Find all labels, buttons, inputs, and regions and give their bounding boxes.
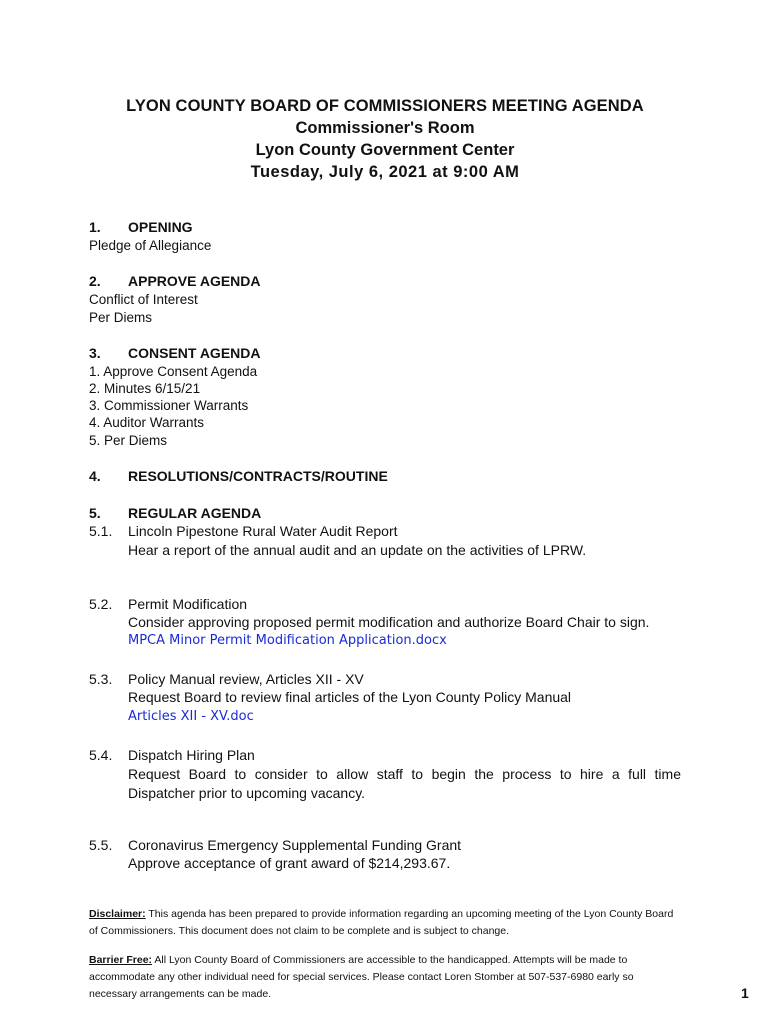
section-number: 2.: [89, 273, 101, 289]
meeting-room: Commissioner's Room: [295, 119, 475, 137]
item-number: 5.2.: [89, 596, 113, 612]
item-title-lprw-audit: Lincoln Pipestone Rural Water Audit Report: [128, 523, 398, 539]
meeting-location: Lyon County Government Center: [255, 141, 515, 159]
barrier-free-text: All Lyon County Board of Commissioners are accessible to the handicapped. Attempts will be made to accommodate any other individual need for special services. Please contact Loren Stomber at 507-537-6980 early so necessary arrangements can be made.: [89, 954, 634, 1000]
meeting-datetime: Tuesday, July 6, 2021 at 9:00 AM: [250, 163, 520, 181]
section-number: 1.: [89, 219, 101, 235]
page-number: 1: [741, 985, 749, 1001]
item-description: Consider approving proposed permit modification and authorize Board Chair to sign.: [128, 614, 650, 630]
consent-item: 2. Minutes 6/15/21: [89, 381, 201, 396]
consent-item: 5. Per Diems: [89, 433, 168, 448]
item-title-dispatch-hiring: Dispatch Hiring Plan: [128, 747, 255, 763]
item-title-permit-modification: Permit Modification: [128, 596, 248, 612]
section-line: Per Diems: [89, 310, 153, 325]
section-number: 4.: [89, 468, 101, 484]
item-number: 5.1.: [89, 523, 113, 539]
section-title-opening: OPENING: [128, 219, 193, 235]
attachment-link-mpca-permit[interactable]: MPCA Minor Permit Modification Application.docx: [128, 633, 447, 648]
section-title-approve-agenda: APPROVE AGENDA: [128, 273, 261, 289]
item-title-coronavirus-grant: Coronavirus Emergency Supplemental Funding Grant: [128, 837, 462, 853]
item-title-policy-manual: Policy Manual review, Articles XII - XV: [128, 671, 364, 687]
section-title-consent-agenda: CONSENT AGENDA: [128, 345, 261, 361]
section-title-resolutions: RESOLUTIONS/CONTRACTS/ROUTINE: [128, 468, 388, 484]
item-description: Request Board to review final articles of the Lyon County Policy Manual: [128, 689, 572, 705]
barrier-free-block: [89, 952, 674, 1003]
item-description: Request Board to consider to allow staff to begin the process to hire a full time Dispatcher prior to upcoming vacancy.: [128, 766, 681, 801]
attachment-link-articles[interactable]: Articles XII - XV.doc: [128, 709, 254, 724]
consent-item: 1. Approve Consent Agenda: [89, 364, 258, 379]
section-number: 5.: [89, 505, 101, 521]
consent-item: 4. Auditor Warrants: [89, 415, 205, 430]
item-number: 5.5.: [89, 837, 113, 853]
item-number: 5.4.: [89, 747, 113, 763]
item-description: Hear a report of the annual audit and an update on the activities of LPRW.: [128, 542, 587, 558]
barrier-free-label: Barrier Free:: [89, 954, 153, 966]
agenda-header: [0, 95, 770, 183]
section-title-regular-agenda: REGULAR AGENDA: [128, 505, 262, 521]
section-number: 3.: [89, 345, 101, 361]
disclaimer-text: This agenda has been prepared to provide information regarding an upcoming meeting of the Lyon County Board of Commissioners. This document does not claim to be complete and is subject to change.: [89, 908, 674, 937]
consent-item: 3. Commissioner Warrants: [89, 398, 249, 413]
section-line: Pledge of Allegiance: [89, 238, 212, 253]
disclaimer-label: Disclaimer:: [89, 908, 146, 920]
agenda-title: LYON COUNTY BOARD OF COMMISSIONERS MEETING AGENDA: [126, 97, 644, 115]
item-number: 5.3.: [89, 671, 113, 687]
section-line: Conflict of Interest: [89, 292, 198, 307]
disclaimer-block: [89, 906, 674, 940]
item-description: Approve acceptance of grant award of $214,293.67.: [128, 855, 451, 871]
